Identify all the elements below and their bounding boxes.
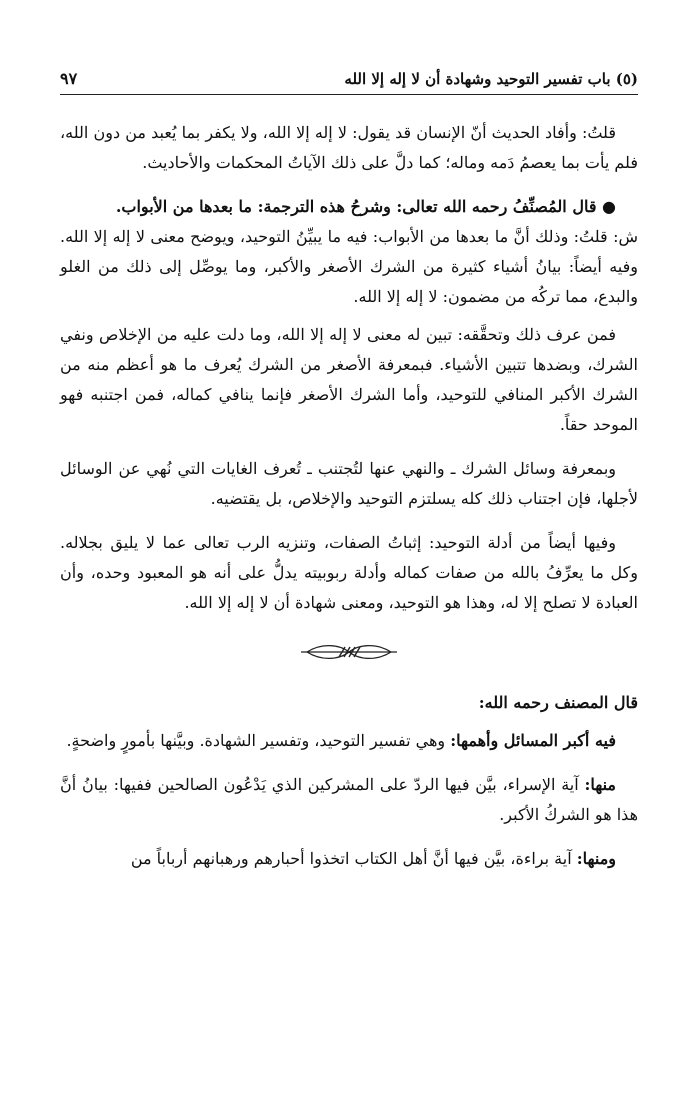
paragraph-6: وفيها أيضاً من أدلة التوحيد: إثباتُ الصفات، وتنزيه الرب تعالى عما لا يليق بجلاله. وكل ما يعرِّفُ بالله من صفات كماله وأدلة ربوبيته يدلُّ على أنه هو المعبود وحده، وأن العبادة لا تصلح إلا له، وهذا هو التوحيد، ومعنى شهادة أن لا إله إلا الله. (60, 533, 638, 612)
paragraph-4: فمن عرف ذلك وتحقَّقه: تبين له معنى لا إله إلا الله، وما دلت عليه من الإخلاص ونفي الشرك، وبضدها تتبين الأشياء. فبمعرفة الأصغر من الشرك يُعرف ما هو أعظم منه من الشرك الأكبر المنافي للتوحيد، وأما الشرك الأصغر فإنما ينافي كماله، فمن اجتنبه فهو الموحد حقاً. (60, 325, 638, 434)
isra-text: آية الإسراء، بيَّن فيها الردّ على المشركين الذي يَدْعُون الصالحين ففيها: بيانُ أنَّ هذا هو الشركُ الأكبر. (60, 775, 638, 824)
commentary-paragraph: ش: قلتُ: وذلك أنَّ ما بعدها من الأبواب: فيه ما يبيِّنُ التوحيد، ويوضح معنى لا إله إلا الله. وفيه أيضاً: بيانُ أشياء كثيرة من الشرك الأصغر والأكبر، وما يوصِّل إلى ذلك من الغلو والبدع، مما تركُه من مضمون: لا إله إلا الله. (60, 227, 638, 306)
chapter-title: (٥) باب تفسير التوحيد وشهادة أن لا إله إلا الله (344, 70, 638, 88)
divider-ornament (60, 642, 638, 662)
baraa-lead: ومنها: (576, 849, 616, 868)
baraa-text: آية براءة، بيَّن فيها أنَّ أهل الكتاب اتخذوا أحبارهم ورهبانهم أرباباً من (130, 849, 577, 868)
page-header (60, 58, 638, 95)
isra-lead: منها: (584, 775, 616, 794)
page-number: ٩٧ (60, 69, 78, 88)
page-body (60, 118, 638, 874)
issues-paragraph (60, 726, 638, 756)
paragraph-5: وبمعرفة وسائل الشرك ـ والنهي عنها لتُجتنب ـ تُعرف الغايات التي نُهي عن الوسائل لأجلها، فإن اجتناب ذلك كله يسلتزم التوحيد والإخلاص، بل يقتضيه. (60, 459, 638, 508)
issues-text: وهي تفسير التوحيد، وتفسير الشهادة. وبيَّنها بأمورٍ واضحةٍ. (66, 731, 451, 750)
paragraph-1: قلتُ: وأفاد الحديث أنّ الإنسان قد يقول: لا إله إلا الله، ولا يكفر بما يُعبد من دون الله، فلم يأت بما يعصمُ دَمه وماله؛ كما دلَّ على ذلك الآياتُ المحكمات والأحاديث. (60, 123, 638, 172)
author-heading: قال المصنف رحمه الله: (478, 693, 638, 712)
isra-paragraph (60, 770, 638, 830)
author-statement: ● قال المُصنِّفُ رحمه الله تعالى: وشرحُ هذه الترجمة: ما بعدها من الأبواب. (115, 197, 616, 216)
baraa-paragraph (60, 844, 638, 874)
issues-lead: فيه أكبر المسائل وأهمها: (450, 731, 616, 750)
